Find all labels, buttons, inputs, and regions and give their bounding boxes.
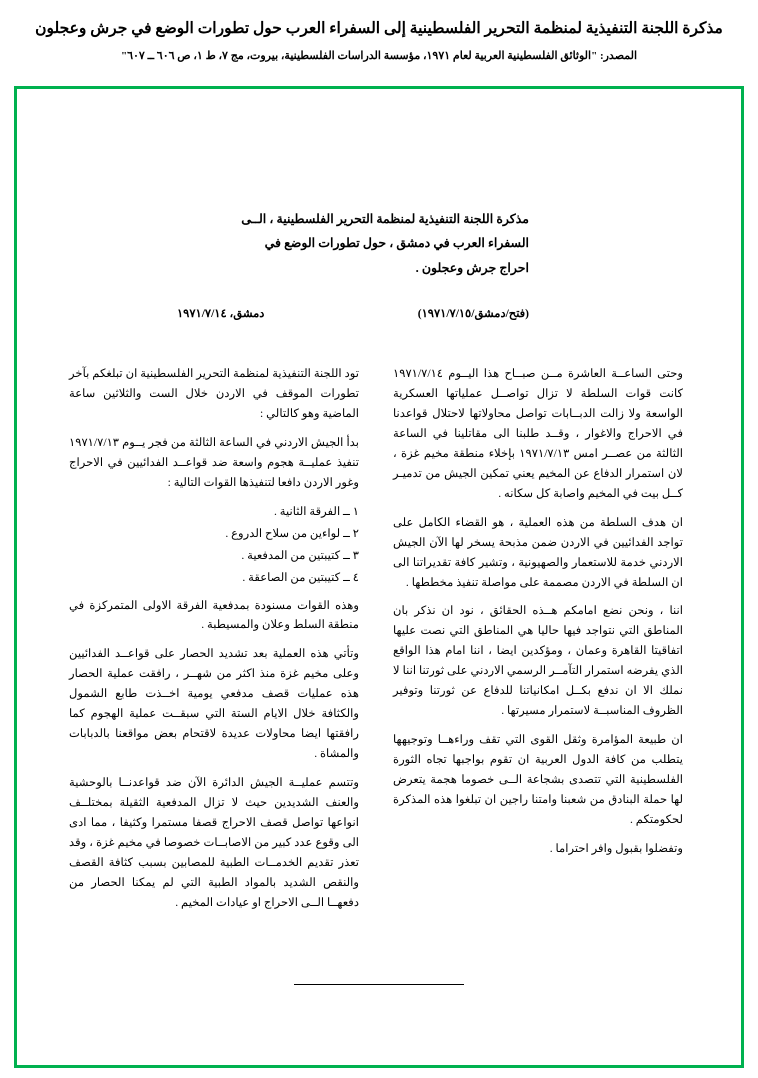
green-border-frame bbox=[14, 86, 744, 1068]
memo-heading-line-1: مذكرة اللجنة التنفيذية لمنظمة التحرير الفلسطينية ، الــى bbox=[241, 212, 529, 226]
list-item: ٢ ــ لواءين من سلاح الدروع . bbox=[225, 526, 359, 540]
two-column-text bbox=[47, 364, 711, 921]
memo-datebar bbox=[177, 306, 529, 320]
paragraph: وحتى الساعــة العاشرة مــن صبــاح هذا اليــوم ١٩٧١/٧/١٤ كانت قوات السلطة لا تزال تواصــل عملياتها العسكرية الواسعة ولا زالت الدبــابات تواصل محاولاتها لاحتلال قواعدنا في الاحراج والاغوار ، وقــد طلبنا الى مقاتلينا في الساعة الثالثة من عصــر امس ١٩٧١/٧/١٣ بإخلاء منطقة مخيم غزة ، لان استمرار الدفاع عن المخيم يعني تمكين الجيش من تدميـر كــل بيت في المخيم واصابة كل سكانه . bbox=[393, 367, 683, 500]
list-item: ١ ــ الفرقة الثانية . bbox=[273, 504, 359, 518]
list-item: ٤ ــ كتيبتين من الصاعقة . bbox=[242, 570, 359, 584]
document-header bbox=[0, 0, 758, 66]
paragraph: وتأتي هذه العملية بعد تشديد الحصار على قواعــد الفدائيين وعلى مخيم غزة منذ اكثر من شهــر ، رافقت عملية الحصار هذه عمليات قصف مدفعي يومية اخــذت طابع الشمول والكثافة خلال الايام الستة التي سبقــت عملية الهجوم كما رافقتها ايضا محاولات عديدة لاقتحام بعض مواقعنا بالدبابات والمشاة . bbox=[69, 647, 359, 761]
paragraph: ان طبيعة المؤامرة وثقل القوى التي تقف وراءهــا وتوجيهها يتطلب من كافة الدول العربية ان تقوم بواجبها تجاه الثورة الفلسطينية التي تتصدى بشجاعة الــى خصوما هجمة يتعرض لها حملة البنادق من شعبنا وامتنا راجين ان تبلغوا هذه المذكرة لحكومتكم . bbox=[393, 733, 683, 826]
left-column bbox=[393, 364, 683, 921]
paragraph: وهذه القوات مسنودة بمدفعية الفرقة الاولى المتمركزة في منطقة السلط وعلان والمسيطبة . bbox=[69, 598, 359, 632]
paragraph: تود اللجنة التنفيذية لمنظمة التحرير الفلسطينية ان تبلغكم بآخر تطورات الموقف في الاردن خلال الست والثلاثين ساعة الماضية وهو كالتالي : bbox=[69, 367, 359, 420]
paragraph: ان هدف السلطة من هذه العملية ، هو القضاء الكامل على تواجد الفدائيين في الاردن ضمن مذبحة يسخر لها الآن الجيش الاردني خدمة للاستعمار والصهيونية ، وتشير كافة تقديراتنا الى ان السلطة في الاردن مصممة على مواصلة تنفيذ مخططها . bbox=[393, 515, 683, 589]
paragraph: وتتسم عمليــة الجيش الدائرة الآن ضد قواعدنــا بالوحشية والعنف الشديدين حيث لا تزال المدفعية الثقيلة بمختلــف انواعها تواصل قصف الاحراج قصفا مستمرا وكثيفا ، مما ادى الى وقوع عدد كبير من الاصابــات خصوصا في مخيم غزة ، وقد تعذر تقديم الخدمــات الطبية للمصابين بسبب كثافة القصف والنقص الشديد بالمواد الطبية التي لم يمكنا الحصار من دفعهــا الــى الاحراج او عيادات المخيم . bbox=[69, 776, 359, 909]
numbered-list bbox=[69, 502, 359, 588]
list-item: ٣ ــ كتيبتين من المدفعية . bbox=[241, 548, 359, 562]
paragraph: اننا ، ونحن نضع امامكم هــذه الحقائق ، نود ان نذكر بان المناطق التي نتواجد فيها حاليا هي المناطق التي نصت عليها اتفاقيتا القاهرة وعمان ، ومؤكدين ايضا ، اننا امام هذا الواقع الذي يفرضه استمرار التآمــر الرسمي الاردني على ثورتنا اننا لا نملك الا ان ندفع بكــل امكانياتنا للدفاع عن ثورتنا وتوفير الظروف المناسبــة لاستمرار مسيرتها . bbox=[393, 604, 683, 718]
horizontal-rule bbox=[294, 984, 464, 985]
memo-date-place: دمشق، ١٩٧١/٧/١٤ bbox=[177, 308, 265, 321]
memo-heading-line-2: السفراء العرب في دمشق ، حول تطورات الوضع في bbox=[264, 236, 529, 251]
memo-heading-line-3: احراج جرش وعجلون . bbox=[415, 260, 529, 275]
closing-salutation: وتفضلوا بقبول وافر احتراما . bbox=[549, 841, 683, 855]
page-title: مذكرة اللجنة التنفيذية لمنظمة التحرير الفلسطينية إلى السفراء العرب حول تطورات الوضع في جرش وعجلون bbox=[35, 20, 723, 37]
footer-divider-wrap bbox=[47, 948, 711, 985]
source-citation: المصدر: "الوثائق الفلسطينية العربية لعام ١٩٧١، مؤسسة الدراسات الفلسطينية، بيروت، مج ٧، ط ١، ص ٦٠٦ ــ ٦٠٧" bbox=[121, 50, 637, 63]
memo-reference: (فتح/دمشق/١٩٧١/٧/١٥) bbox=[417, 308, 529, 321]
right-column bbox=[69, 364, 359, 921]
document-body bbox=[17, 89, 741, 1065]
paragraph: بدأ الجيش الاردني في الساعة الثالثة من فجر يــوم ١٩٧١/٧/١٣ تنفيذ عمليــة هجوم واسعة ضد قواعــد الفدائيين في الاحراج وغور الاردن دافعا لتنفيذها القوات التالية : bbox=[69, 435, 359, 489]
memo-heading bbox=[167, 207, 529, 280]
